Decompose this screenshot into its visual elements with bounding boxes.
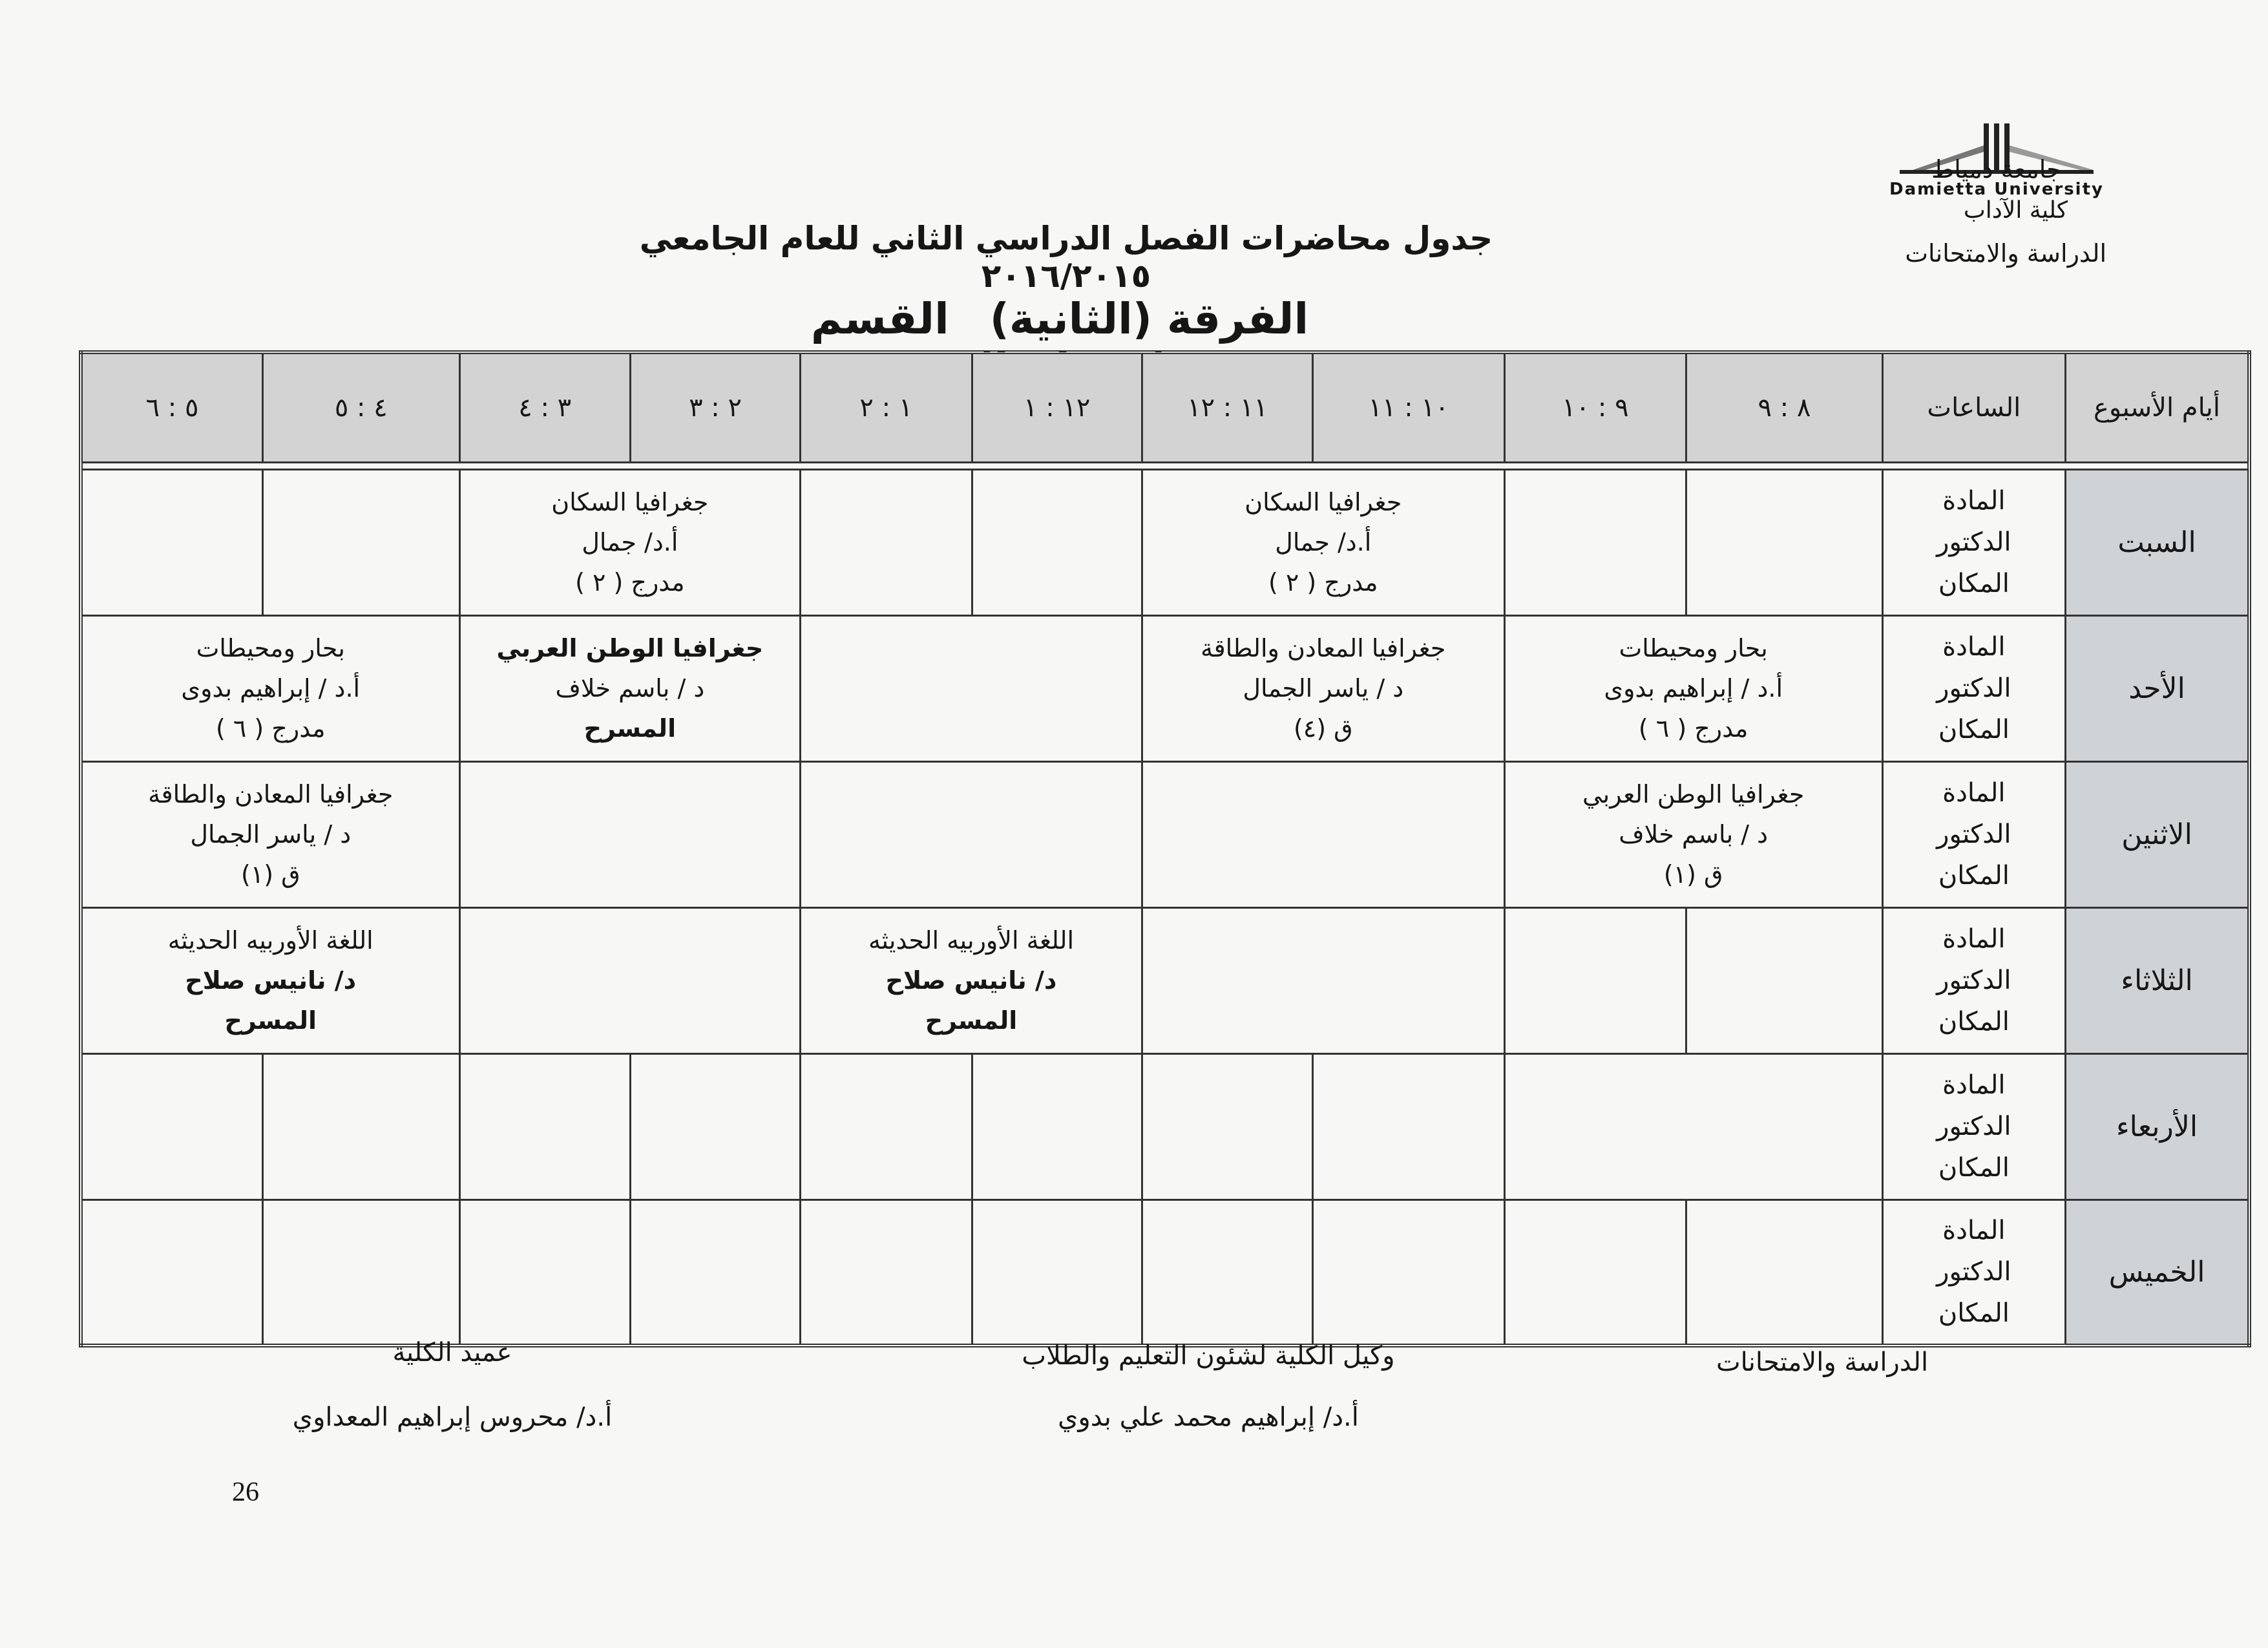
label-doctor: الدكتور	[1937, 1257, 2011, 1287]
lecture-cell	[1142, 615, 1504, 761]
signature-vice-dean-title: وكيل الكلية لشئون التعليم والطلاب	[1022, 1341, 1395, 1371]
schedule-table	[79, 350, 2251, 1347]
place: ق (٤)	[1293, 714, 1353, 743]
label-subject: المادة	[1942, 486, 2006, 516]
day-row-tuesday	[81, 907, 2249, 1053]
row-labels	[1882, 1199, 2065, 1346]
page-number: 26	[232, 1477, 259, 1507]
subject: جغرافيا الوطن العربي	[496, 634, 764, 662]
doctor: أ.د / إبراهيم بدوى	[1604, 674, 1783, 703]
empty-slot	[1504, 1053, 1882, 1199]
empty-slot	[1313, 1053, 1505, 1199]
subject: اللغة الأوربيه الحديثه	[167, 926, 373, 955]
header-row	[81, 352, 2249, 462]
label-subject: المادة	[1942, 1070, 2006, 1100]
day-row-saturday	[81, 469, 2249, 615]
day-name: الثلاثاء	[2066, 907, 2249, 1053]
label-place: المكان	[1938, 569, 2010, 598]
signature-vice-dean-name: أ.د/ إبراهيم محمد علي بدوي	[1058, 1402, 1359, 1432]
label-doctor: الدكتور	[1937, 966, 2011, 995]
subject: جغرافيا الوطن العربي	[1582, 780, 1805, 808]
empty-slot	[972, 469, 1142, 615]
empty-slot	[263, 1053, 460, 1199]
empty-slot	[972, 1199, 1142, 1346]
time-slot: ٩ : ١٠	[1504, 352, 1686, 462]
empty-slot	[81, 1199, 263, 1346]
time-slot: ١١ : ١٢	[1142, 352, 1312, 462]
day-name: الأربعاء	[2066, 1053, 2249, 1199]
lecture-cell	[459, 469, 801, 615]
place: المسرح	[583, 714, 677, 743]
time-slot: ١ : ٢	[801, 352, 972, 462]
doctor: د / باسم خلاف	[1619, 820, 1769, 849]
day-row-monday	[81, 761, 2249, 907]
label-place: المكان	[1938, 861, 2010, 891]
label-doctor: الدكتور	[1937, 527, 2011, 557]
doctor: د / ياسر الجمال	[1243, 674, 1404, 703]
faculty-name: كلية الآداب	[1963, 197, 2068, 224]
empty-slot	[1142, 1053, 1312, 1199]
lecture-cell	[81, 907, 459, 1053]
empty-slot	[459, 1199, 630, 1346]
label-place: المكان	[1938, 1007, 2010, 1037]
time-slot: ٨ : ٩	[1686, 352, 1883, 462]
subject: جغرافيا السكان	[1244, 488, 1402, 516]
empty-slot	[801, 615, 1142, 761]
empty-slot	[1504, 469, 1686, 615]
doctor: د/ نانيس صلاح	[185, 966, 357, 995]
empty-slot	[801, 1199, 972, 1346]
place: ق (١)	[240, 860, 300, 889]
label-subject: المادة	[1942, 924, 2006, 954]
department-label: القسم	[810, 294, 949, 344]
empty-slot	[1686, 907, 1883, 1053]
empty-slot	[801, 1053, 972, 1199]
place: المسرح	[925, 1006, 1018, 1035]
row-labels	[1882, 615, 2065, 761]
label-doctor: الدكتور	[1937, 819, 2011, 849]
day-name: الخميس	[2066, 1199, 2249, 1346]
doctor: د / باسم خلاف	[555, 674, 705, 703]
label-place: المكان	[1938, 715, 2010, 745]
empty-slot	[81, 469, 263, 615]
subject: بحار ومحيطات	[196, 634, 345, 662]
empty-slot	[1313, 1199, 1505, 1346]
time-slot: ٣ : ٤	[459, 352, 630, 462]
department-office: الدراسة والامتحانات	[1905, 239, 2106, 268]
subject: جغرافيا المعادن والطاقة	[1201, 634, 1446, 662]
hours-label: الساعات	[1882, 352, 2065, 462]
day-row-sunday	[81, 615, 2249, 761]
empty-slot	[630, 1199, 800, 1346]
empty-slot	[1142, 761, 1504, 907]
subject: جغرافيا السكان	[551, 488, 709, 516]
empty-slot	[801, 469, 972, 615]
lecture-cell	[459, 615, 801, 761]
lecture-cell	[81, 761, 459, 907]
empty-slot	[1504, 907, 1686, 1053]
time-slot: ٤ : ٥	[263, 352, 460, 462]
time-slot: ١٢ : ١	[972, 352, 1142, 462]
day-row-thursday	[81, 1199, 2249, 1346]
empty-slot	[801, 761, 1142, 907]
lecture-cell	[1142, 469, 1504, 615]
time-slot: ١٠ : ١١	[1313, 352, 1505, 462]
label-doctor: الدكتور	[1937, 673, 2011, 703]
label-subject: المادة	[1942, 778, 2006, 808]
label-subject: المادة	[1942, 632, 2006, 662]
label-place: المكان	[1938, 1298, 2010, 1329]
row-labels	[1882, 469, 2065, 615]
doctor: أ.د / إبراهيم بدوى	[181, 674, 361, 703]
doctor: د/ نانيس صلاح	[885, 966, 1057, 995]
empty-slot	[81, 1053, 263, 1199]
empty-slot	[263, 1199, 460, 1346]
empty-slot	[1686, 1199, 1883, 1346]
lecture-cell	[81, 615, 459, 761]
subject: بحار ومحيطات	[1619, 634, 1768, 662]
place: مدرج ( ٦ )	[1638, 714, 1748, 743]
time-slot: ٥ : ٦	[81, 352, 263, 462]
doctor: د / ياسر الجمال	[190, 820, 352, 849]
day-row-wednesday	[81, 1053, 2249, 1199]
place: مدرج ( ٢ )	[1268, 568, 1378, 597]
doctor: أ.د/ جمال	[582, 528, 678, 556]
signature-dean-name: أ.د/ محروس إبراهيم المعداوي	[292, 1402, 613, 1432]
corner-label: أيام الأسبوع	[2066, 352, 2249, 462]
year-label: الفرقة (الثانية)	[989, 294, 1309, 344]
label-doctor: الدكتور	[1937, 1112, 2011, 1141]
place: المسرح	[224, 1006, 317, 1035]
place: ق (١)	[1663, 860, 1723, 889]
empty-slot	[459, 1053, 630, 1199]
signature-dean-title: عميد الكلية	[392, 1338, 512, 1368]
lecture-cell	[801, 907, 1142, 1053]
lecture-cell	[1504, 615, 1882, 761]
row-labels	[1882, 761, 2065, 907]
empty-slot	[972, 1053, 1142, 1199]
empty-slot	[1142, 1199, 1312, 1346]
subject: اللغة الأوربيه الحديثه	[868, 926, 1074, 955]
empty-slot	[1142, 907, 1504, 1053]
subject: جغرافيا المعادن والطاقة	[148, 780, 394, 808]
row-labels	[1882, 907, 2065, 1053]
time-slot: ٢ : ٣	[630, 352, 800, 462]
place: مدرج ( ٢ )	[575, 568, 685, 597]
day-name: الأحد	[2066, 615, 2249, 761]
university-name-english: Damietta University	[1889, 180, 2104, 199]
empty-slot	[459, 761, 801, 907]
doctor: أ.د/ جمال	[1275, 528, 1372, 556]
day-name: السبت	[2066, 469, 2249, 615]
empty-slot	[1504, 1199, 1686, 1346]
empty-slot	[459, 907, 801, 1053]
label-subject: المادة	[1942, 1216, 2006, 1246]
empty-slot	[263, 469, 460, 615]
empty-slot	[1686, 469, 1883, 615]
lecture-cell	[1504, 761, 1882, 907]
signature-exams-office: الدراسة والامتحانات	[1716, 1347, 1929, 1377]
empty-slot	[630, 1053, 800, 1199]
row-labels	[1882, 1053, 2065, 1199]
label-place: المكان	[1938, 1153, 2010, 1183]
place: مدرج ( ٦ )	[216, 714, 326, 743]
document-title: جدول محاضرات الفصل الدراسي الثاني للعام الجامعي ٢٠١٦/٢٠١٥	[639, 220, 1493, 295]
day-name: الاثنين	[2066, 761, 2249, 907]
university-name-arabic: جامعة دمياط	[1931, 155, 2062, 184]
